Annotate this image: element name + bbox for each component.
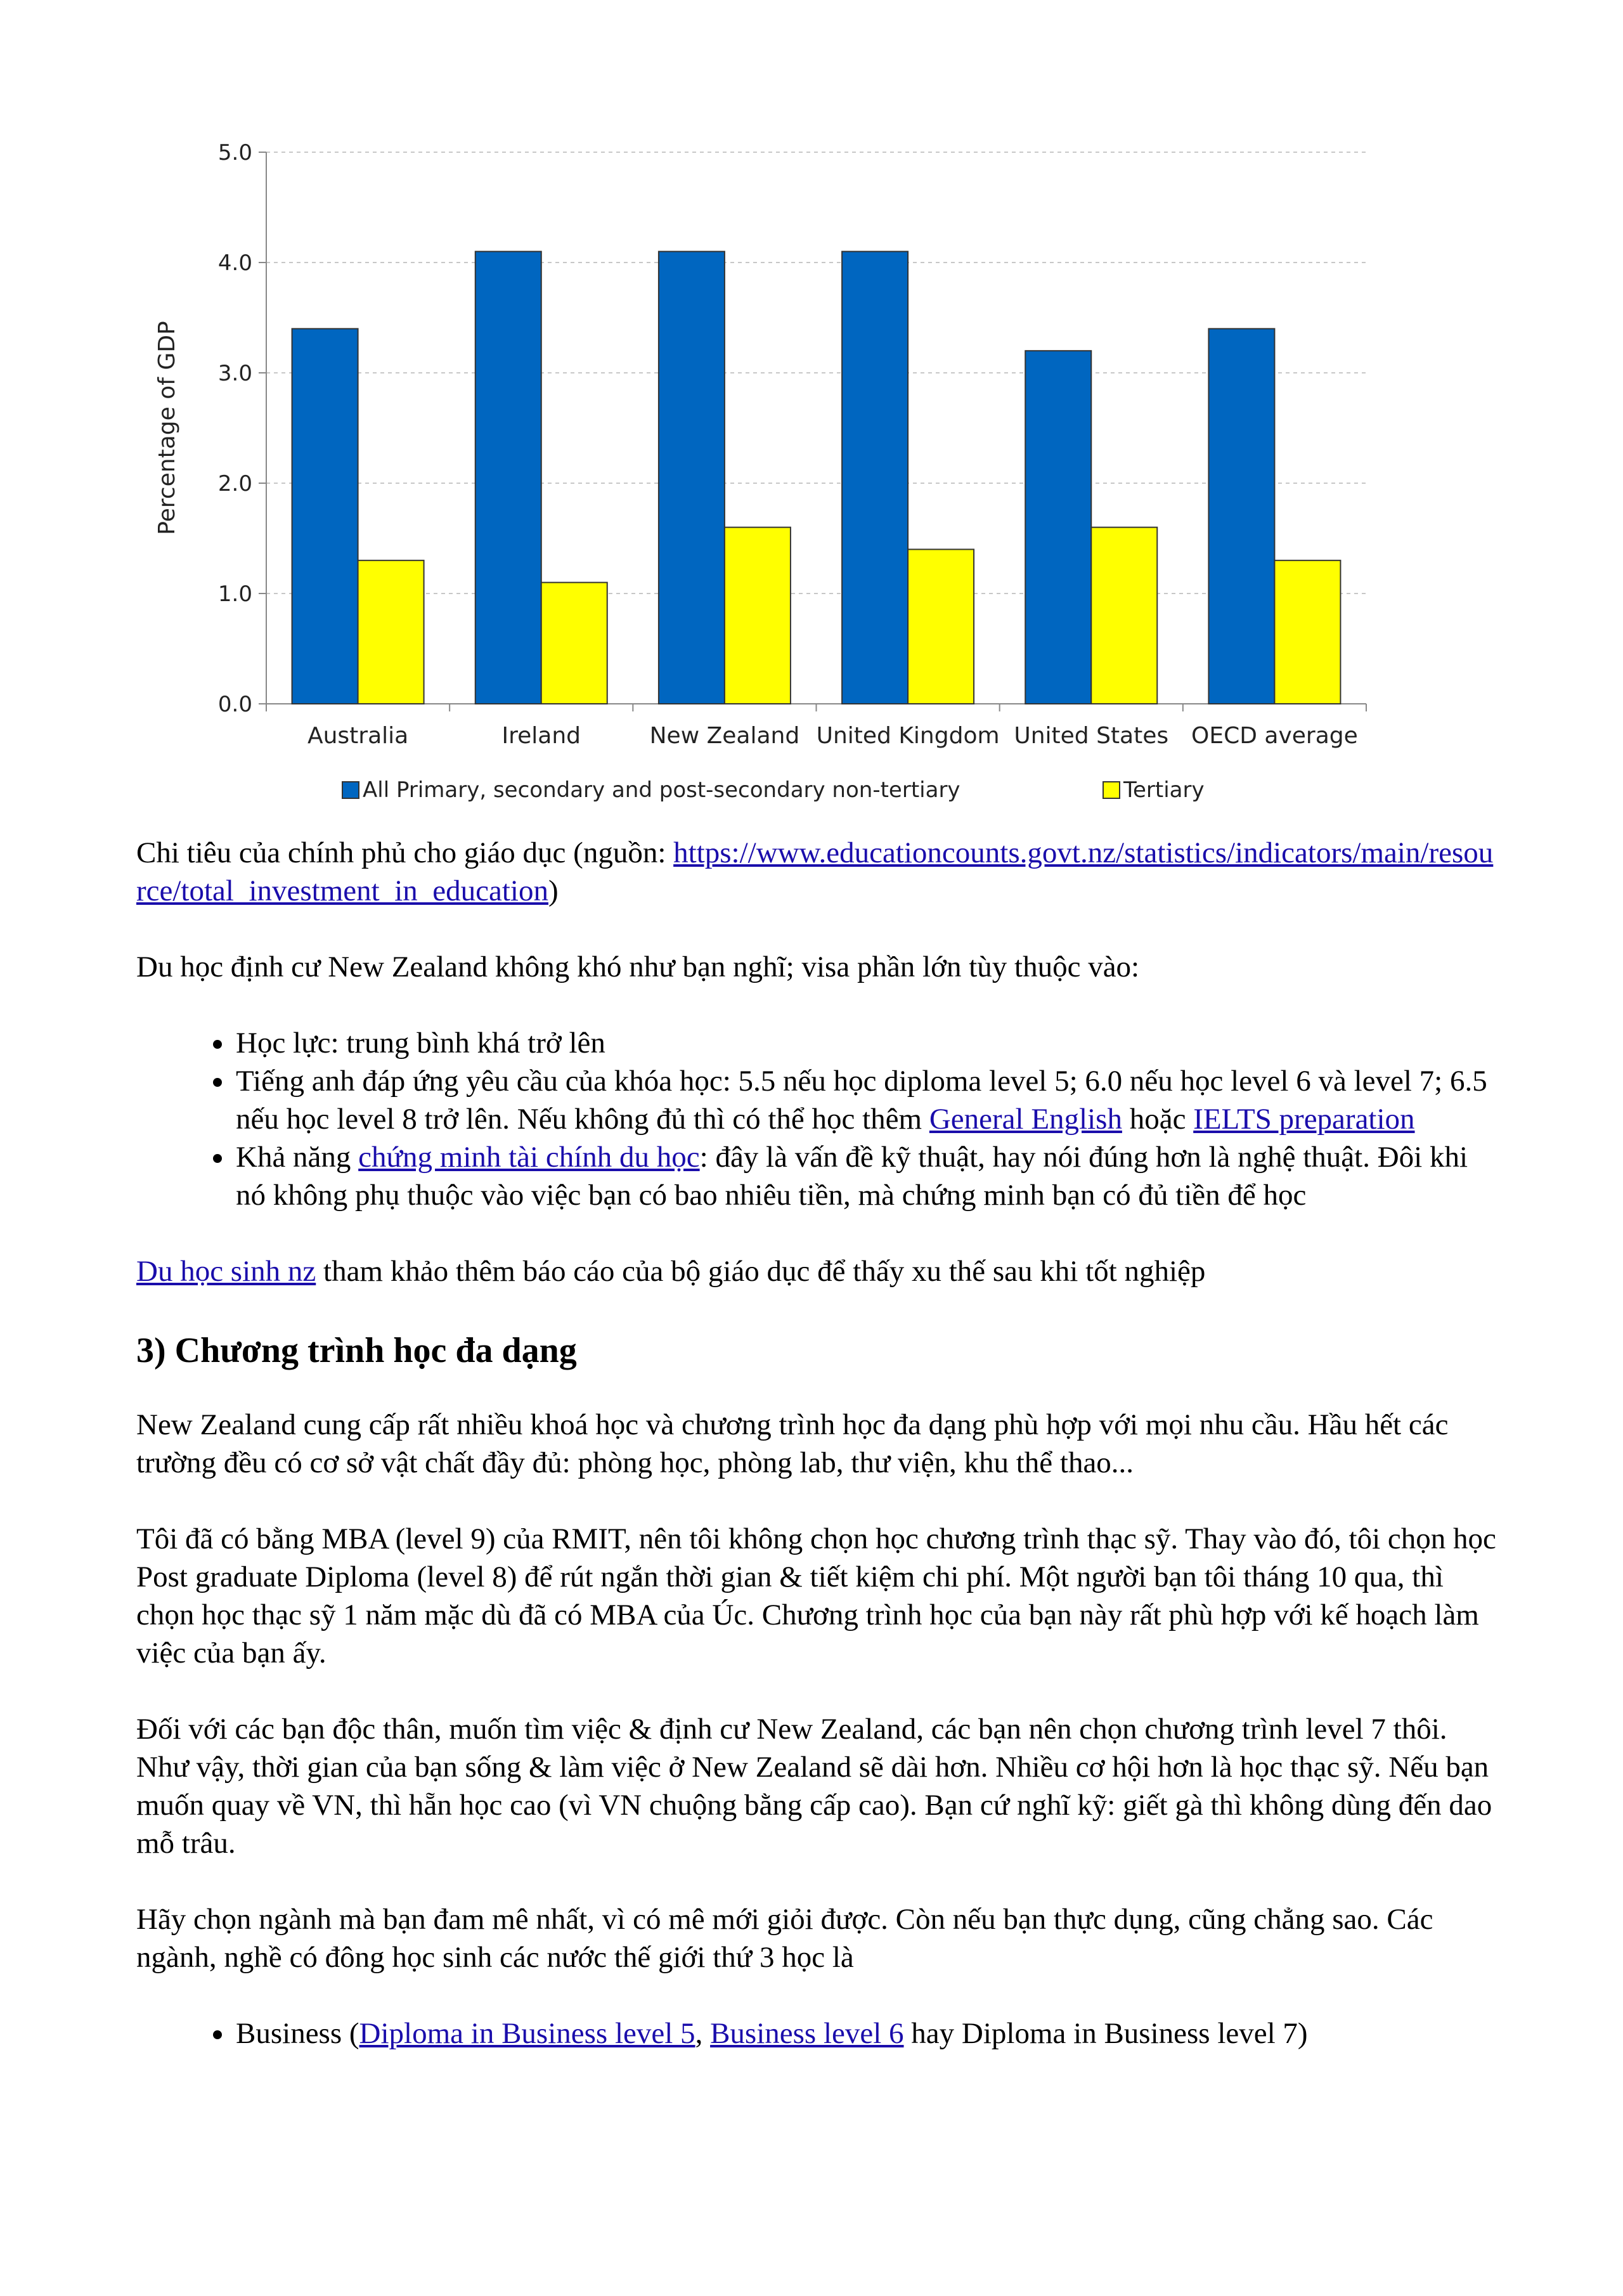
paragraph-mba: Tôi đã có bằng MBA (level 9) của RMIT, nên tôi không chọn học chương trình thạc sỹ. Thay vào đó, tôi chọn học Post graduate Diploma (level 8) để rút ngắn thời gian & tiết kiệm chi phí. Một người bạn tôi tháng 10 qua, thì chọn học thạc sỹ 1 năm mặc dù đã có MBA của Úc. Chương trình học của bạn này rất phù hợp với kế hoạch làm việc của bạn ấy. [136,1522,1496,1670]
bar [475,252,541,704]
bar [659,252,725,704]
list-item-text: : đây là vấn đề kỹ thuật, hay nói đúng hơn là nghệ thuật. Đôi khi nó không phụ thuộc vào việc bạn có bao nhiêu tiền, mà chứng minh bạn có đủ tiền để học [236,1141,1468,1212]
majors-list [136,2014,1499,2053]
bar [1208,328,1274,704]
y-tick-label: 2.0 [217,471,252,496]
x-tick-label: United States [1014,723,1169,749]
du-hoc-sinh-nz-link[interactable]: Du học sinh nz [136,1255,316,1288]
section-heading: 3) Chương trình học đa dạng [136,1331,577,1370]
list-item [235,2014,1499,2053]
list-item-text: Tiếng anh đáp ứng yêu cầu của khóa học: 5.5 nếu học diploma level 5; 6.0 nếu học level 6 và level 7; 6.5 nếu học level 8 trở lên. Nếu không đủ thì có thể học thêm [236,1065,1487,1136]
bar [908,549,974,704]
caption-close: ) [548,874,559,907]
business-level6-link[interactable]: Business level 6 [710,2017,904,2050]
legend-label: All Primary, secondary and post-secondary non-tertiary [363,777,960,803]
x-tick-label: OECD average [1191,723,1358,749]
caption-source-link[interactable]: https://www.educationcounts.govt.nz/statistics/indicators/main/resource/total_investment_in_education [136,836,1494,907]
caption-text: Chi tiêu của chính phủ cho giáo dục (nguồn: [136,836,674,869]
y-axis-label: Percentage of GDP [154,321,180,535]
list-item [235,1138,1499,1214]
y-tick-label: 4.0 [217,250,252,276]
list-item [235,1024,1499,1062]
list-item-text: Khả năng [236,1141,359,1174]
y-tick-label: 5.0 [217,140,252,165]
bar [358,561,424,704]
list-item-text: Học lực: trung bình khá trở lên [236,1027,605,1060]
y-tick-label: 1.0 [217,581,252,607]
paragraph-programs: New Zealand cung cấp rất nhiều khoá học và chương trình học đa dạng phù hợp với mọi nhu cầu. Hầu hết các trường đều có cơ sở vật chất đầy đủ: phòng học, phòng lab, thư viện, khu thể thao... [136,1408,1449,1479]
paragraph-single: Đối với các bạn độc thân, muốn tìm việc & định cư New Zealand, các bạn nên chọn chương trình level 7 thôi. Như vậy, thời gian của bạn sống & làm việc ở New Zealand sẽ dài hơn. Nhiều cơ hội hơn là học thạc sỹ. Nếu bạn muốn quay về VN, thì hẵn học cao (vì VN chuộng bằng cấp cao). Bạn cứ nghĩ kỹ: giết gà thì không dùng đến dao mỗ trâu. [136,1713,1492,1860]
bar [541,583,607,704]
legend-swatch [342,782,359,798]
article-body [136,834,1499,2091]
x-tick-label: Ireland [501,723,581,749]
list-item [235,1062,1499,1138]
bar [292,328,358,704]
requirements-list [136,1024,1499,1214]
x-tick-label: Australia [307,723,409,749]
x-tick-label: United Kingdom [816,723,1000,749]
y-tick-label: 0.0 [217,692,252,717]
diploma-business-level5-link[interactable]: Diploma in Business level 5 [359,2017,695,2050]
list-item-text: hoặc [1122,1103,1194,1136]
list-item-text: hay Diploma in Business level 7) [903,2017,1308,2050]
list-item-text: , [695,2017,711,2050]
paragraph-visa: Du học định cư New Zealand không khó như bạn nghĩ; visa phần lớn tùy thuộc vào: [136,950,1140,983]
legend-label: Tertiary [1123,777,1205,803]
bar [1091,528,1157,704]
ielts-preparation-link[interactable]: IELTS preparation [1193,1103,1415,1136]
bar [1274,561,1340,704]
list-item-text: Business ( [236,2017,359,2050]
paragraph-students [136,1252,1499,1290]
y-tick-label: 3.0 [217,361,252,386]
bar [725,528,791,704]
chart-caption [136,834,1499,910]
general-english-link[interactable]: General English [929,1103,1122,1136]
x-tick-label: New Zealand [649,723,800,749]
bar [1025,351,1091,704]
paragraph-text: tham khảo thêm báo cáo của bộ giáo dục để thấy xu thế sau khi tốt nghiệp [316,1255,1206,1288]
financial-proof-link[interactable]: chứng minh tài chính du học [358,1141,700,1174]
bar [842,252,908,704]
education-spending-chart [146,127,1414,837]
legend-swatch [1103,782,1120,798]
paragraph-choose-major: Hãy chọn ngành mà bạn đam mê nhất, vì có mê mới giỏi được. Còn nếu bạn thực dụng, cũng chẳng sao. Các ngành, nghề có đông học sinh các nước thế giới thứ 3 học là [136,1903,1433,1974]
